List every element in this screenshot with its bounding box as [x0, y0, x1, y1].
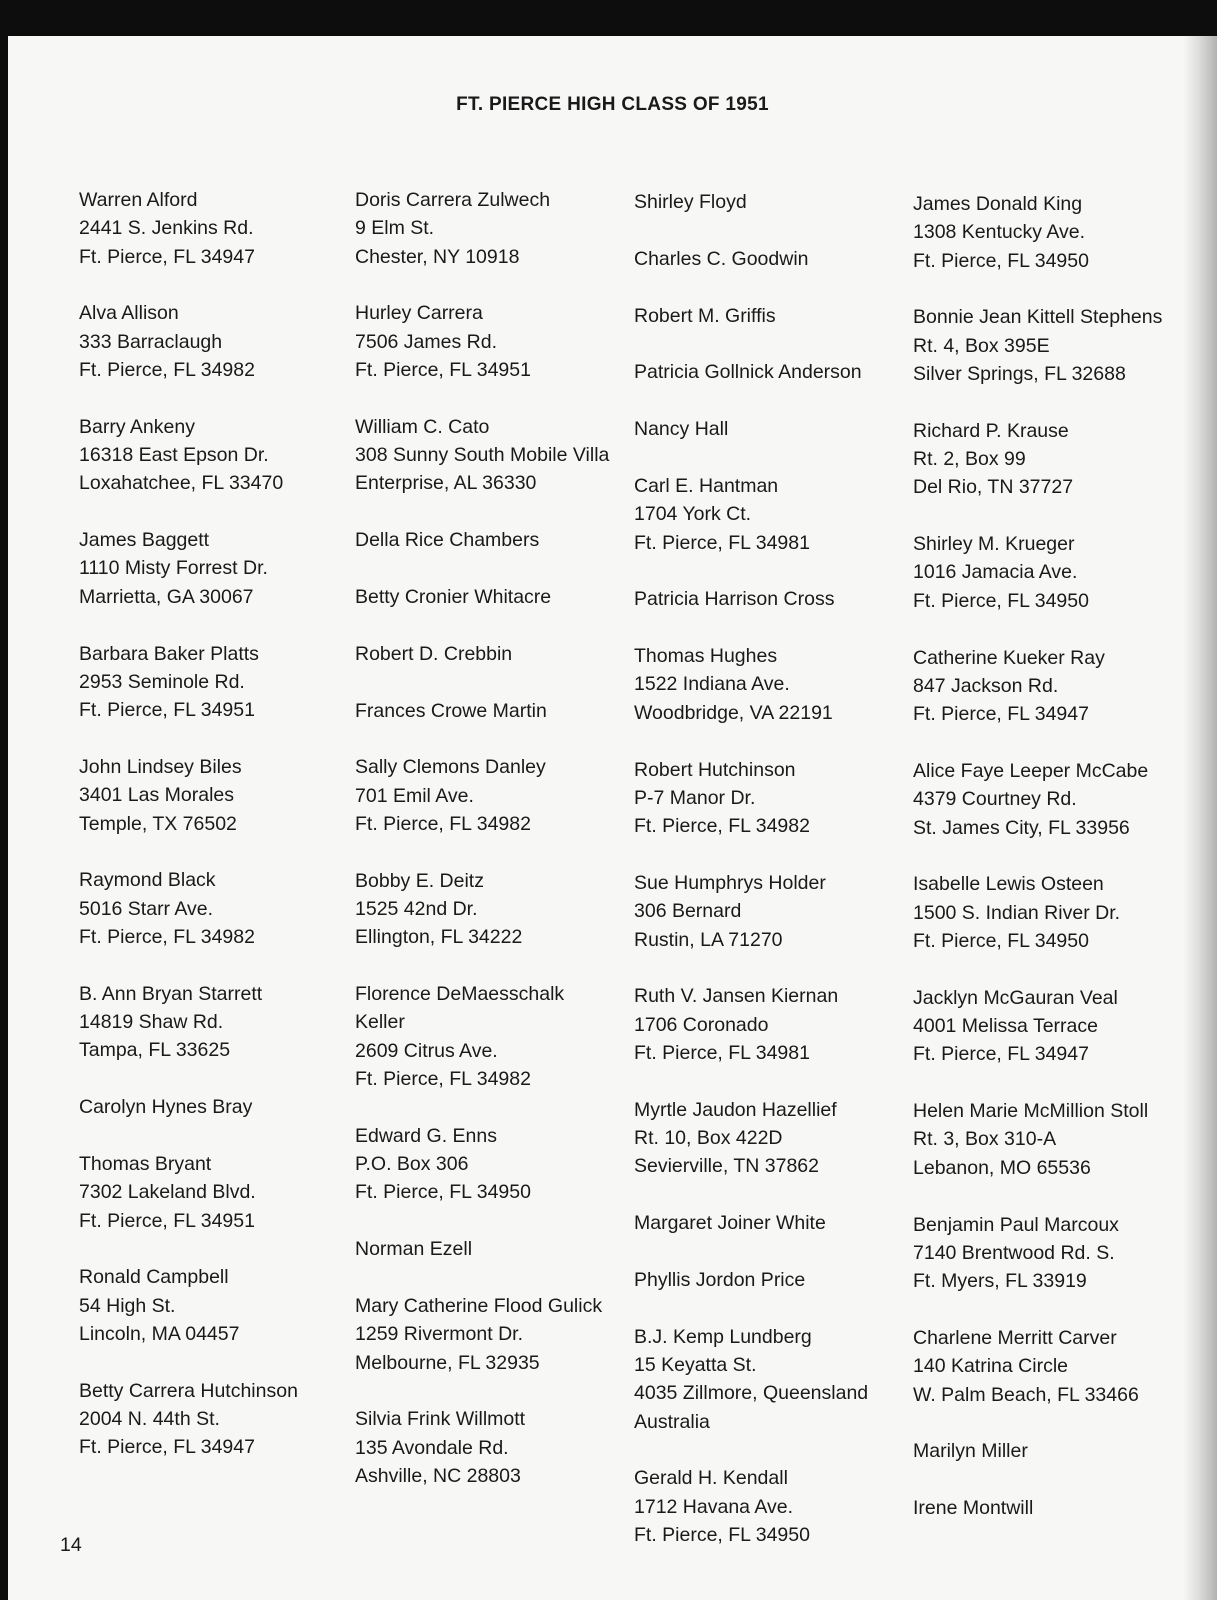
directory-entry: [913, 1097, 1162, 1182]
entry-name: James Donald King: [913, 193, 1083, 215]
directory-entry: [355, 867, 609, 952]
entry-address-line: P-7 Manor Dr.: [634, 786, 756, 809]
entry-address-line: 4001 Melissa Terrace: [913, 1015, 1098, 1038]
entry-name: Frances Crowe Martin: [355, 699, 547, 722]
entry-address-line: Chester, NY 10918: [355, 245, 520, 268]
directory-entry: [634, 642, 868, 727]
directory-entry: [634, 415, 868, 443]
entry-name: Doris Carrera Zulwech: [355, 189, 551, 211]
entry-address-line: 7506 James Rd.: [355, 330, 497, 353]
entry-address-line: Ft. Pierce, FL 34982: [355, 1068, 531, 1091]
entry-address-line: 1525 42nd Dr.: [355, 898, 478, 921]
entry-name: Shirley M. Krueger: [913, 533, 1075, 556]
entry-name: Norman Ezell: [355, 1238, 473, 1261]
directory-entry: [79, 866, 298, 951]
directory-entry: [634, 188, 868, 216]
directory-entry: [355, 1292, 609, 1377]
directory-entry: [79, 413, 298, 498]
directory-entry: [913, 1324, 1162, 1409]
entry-name: Myrtle Jaudon Hazellief: [634, 1098, 837, 1121]
entry-name: Carl E. Hantman: [634, 474, 779, 497]
entry-address-line: Ft. Pierce, FL 34950: [355, 1181, 531, 1204]
entry-name: Isabelle Lewis Osteen: [913, 873, 1104, 896]
entry-address-line: 1308 Kentucky Ave.: [913, 221, 1086, 244]
entry-name: Sue Humphrys Holder: [634, 871, 826, 894]
directory-entry: [634, 585, 868, 613]
directory-entry: [634, 982, 868, 1067]
entry-address-line: Rt. 10, Box 422D: [634, 1127, 783, 1150]
directory-entry: [79, 753, 298, 838]
entry-address-line: 1110 Misty Forrest Dr.: [79, 557, 268, 580]
entry-name: Richard P. Krause: [913, 419, 1069, 442]
directory-entry: [634, 358, 868, 386]
entry-address-line: Ft. Pierce, FL 34982: [355, 812, 531, 835]
entry-address-line: Ft. Pierce, FL 34950: [913, 249, 1089, 272]
entry-address-line: Rt. 2, Box 99: [913, 448, 1026, 471]
directory-entry: [634, 1096, 868, 1181]
entry-name: B. Ann Bryan Starrett: [79, 982, 263, 1005]
entry-name: Jacklyn McGauran Veal: [913, 986, 1118, 1009]
directory-entry: [355, 1122, 609, 1207]
entry-address-line: 1259 Rivermont Dr.: [355, 1323, 523, 1346]
entry-address-line: Rt. 3, Box 310-A: [913, 1128, 1057, 1151]
entry-address-line: 135 Avondale Rd.: [355, 1436, 509, 1459]
entry-name: Florence DeMaesschalk: [355, 983, 565, 1006]
entry-address-line: 4379 Courtney Rd.: [913, 788, 1077, 811]
entry-address-line: 333 Barraclaugh: [79, 330, 223, 353]
directory-column-4: [913, 190, 1162, 1551]
entry-address-line: W. Palm Beach, FL 33466: [913, 1383, 1139, 1406]
entry-address-line: 14819 Shaw Rd.: [79, 1011, 224, 1034]
directory-entry: [355, 1405, 609, 1490]
entry-address-line: Ft. Pierce, FL 34950: [913, 929, 1089, 952]
entry-address-line: Del Rio, TN 37727: [913, 476, 1074, 499]
directory-entry: [355, 753, 609, 838]
entry-address-line: 1704 York Ct.: [634, 503, 752, 526]
entry-address-line: 2441 S. Jenkins Rd.: [79, 217, 254, 240]
entry-name: Alva Allison: [79, 302, 179, 325]
entry-address-line: Loxahatchee, FL 33470: [79, 472, 284, 495]
directory-entry: [79, 640, 298, 725]
directory-entry: [913, 644, 1162, 729]
entry-address-line: Ft. Pierce, FL 34951: [79, 699, 255, 722]
directory-entry: [355, 583, 609, 611]
directory-entry: [355, 299, 609, 384]
entry-address-line: Ft. Pierce, FL 34950: [634, 1524, 810, 1546]
directory-entry: [634, 756, 868, 841]
directory-column-2: [355, 186, 609, 1519]
directory-entry: [355, 1235, 609, 1263]
entry-address-line: Ft. Pierce, FL 34947: [79, 245, 255, 268]
directory-entry: [79, 980, 298, 1065]
document-page: [8, 36, 1217, 1600]
entry-name: Margaret Joiner White: [634, 1212, 826, 1235]
entry-address-line: Ft. Pierce, FL 34947: [79, 1436, 255, 1459]
directory-entry: [634, 1323, 868, 1436]
entry-name: Shirley Floyd: [634, 191, 747, 213]
directory-entry: [913, 1211, 1162, 1296]
entry-address-line: Lincoln, MA 04457: [79, 1322, 240, 1345]
entry-address-line: P.O. Box 306: [355, 1153, 469, 1176]
entry-address-line: Rustin, LA 71270: [634, 928, 783, 951]
entry-address-line: Ft. Pierce, FL 34982: [79, 358, 255, 381]
directory-column-1: [79, 186, 298, 1490]
directory-entry: [913, 1494, 1162, 1522]
entry-address-line: 1522 Indiana Ave.: [634, 673, 790, 696]
directory-entry: [634, 245, 868, 273]
entry-address-line: 1500 S. Indian River Dr.: [913, 901, 1121, 924]
entry-address-line: 2004 N. 44th St.: [79, 1408, 220, 1430]
entry-address-line: 3401 Las Morales: [79, 784, 235, 807]
directory-entry: [634, 1266, 868, 1294]
entry-name: Carolyn Hynes Bray: [79, 1096, 253, 1119]
entry-address-line: 9 Elm St.: [355, 217, 435, 240]
entry-name: Patricia Gollnick Anderson: [634, 361, 862, 384]
directory-entry: [79, 1263, 298, 1348]
entry-address-line: 306 Bernard: [634, 900, 742, 923]
directory-entry: [79, 299, 298, 384]
directory-entry: [913, 757, 1162, 842]
entry-name: Charles C. Goodwin: [634, 247, 809, 270]
entry-name: Gerald H. Kendall: [634, 1467, 788, 1490]
page-edge-shadow: [1183, 36, 1217, 1600]
directory-entry: [913, 984, 1162, 1069]
entry-name: Bobby E. Deitz: [355, 869, 484, 892]
entry-name: Betty Carrera Hutchinson: [79, 1379, 298, 1402]
directory-entry: [634, 869, 868, 954]
entry-address-line: Enterprise, AL 36330: [355, 472, 537, 495]
directory-entry: [634, 1464, 868, 1549]
entry-address-line: Marrietta, GA 30067: [79, 585, 254, 608]
directory-entry: [79, 1093, 298, 1121]
directory-entry: [79, 186, 298, 271]
entry-name: Betty Cronier Whitacre: [355, 585, 552, 608]
entry-address-line: 5016 Starr Ave.: [79, 897, 214, 920]
directory-entry: [634, 1209, 868, 1237]
directory-entry: [79, 526, 298, 611]
entry-name: Barbara Baker Platts: [79, 642, 259, 665]
entry-address-line: 16318 East Epson Dr.: [79, 444, 269, 467]
directory-entry: [913, 303, 1162, 388]
entry-name: Phyllis Jordon Price: [634, 1268, 806, 1291]
entry-address-line: Sevierville, TN 37862: [634, 1155, 819, 1178]
entry-address-line: Rt. 4, Box 395E: [913, 334, 1050, 357]
directory-entry: [913, 417, 1162, 502]
entry-name: Robert D. Crebbin: [355, 642, 513, 665]
entry-address-line: 140 Katrina Circle: [913, 1355, 1068, 1378]
entry-name: Charlene Merritt Carver: [913, 1326, 1117, 1349]
directory-entry: [913, 190, 1162, 275]
entry-address-line: 7302 Lakeland Blvd.: [79, 1181, 256, 1204]
entry-address-line: 308 Sunny South Mobile Villa: [355, 444, 610, 467]
entry-address-line: Australia: [634, 1410, 710, 1433]
directory-entry: [913, 870, 1162, 955]
entry-name: Thomas Hughes: [634, 645, 778, 668]
entry-address-line: Ft. Pierce, FL 34951: [79, 1209, 255, 1232]
entry-address-line: 1712 Havana Ave.: [634, 1495, 794, 1518]
entry-address-line: 2609 Citrus Ave.: [355, 1039, 498, 1062]
entry-address-line: Temple, TX 76502: [79, 812, 237, 835]
entry-name: John Lindsey Biles: [79, 755, 242, 778]
entry-address-line: 1706 Coronado: [634, 1013, 769, 1036]
entry-address-line: 847 Jackson Rd.: [913, 674, 1059, 697]
entry-name: Silvia Frink Willmott: [355, 1408, 526, 1431]
entry-name: Benjamin Paul Marcoux: [913, 1213, 1119, 1236]
directory-column-3: [634, 188, 868, 1578]
entry-address-line: Woodbridge, VA 22191: [634, 701, 833, 724]
directory-entry: [634, 302, 868, 330]
directory-entry: [913, 530, 1162, 615]
entry-address-line: 701 Emil Ave.: [355, 784, 474, 807]
entry-name: Alice Faye Leeper McCabe: [913, 759, 1149, 782]
entry-name: Warren Alford: [79, 189, 198, 211]
entry-address-line: St. James City, FL 33956: [913, 816, 1130, 839]
entry-address-line: Lebanon, MO 65536: [913, 1156, 1091, 1179]
entry-address-line: Ft. Pierce, FL 34981: [634, 1041, 810, 1064]
entry-name: Bonnie Jean Kittell Stephens: [913, 306, 1163, 329]
entry-name: Robert M. Griffis: [634, 304, 776, 327]
entry-address-line: Tampa, FL 33625: [79, 1039, 231, 1062]
entry-address-line: Ft. Pierce, FL 34981: [634, 531, 810, 554]
entry-address-line: Ft. Pierce, FL 34947: [913, 1043, 1089, 1066]
entry-address-line: Ft. Pierce, FL 34950: [913, 589, 1089, 612]
entry-name: Marilyn Miller: [913, 1440, 1028, 1463]
entry-address-line: 1016 Jamacia Ave.: [913, 561, 1078, 584]
entry-name: James Baggett: [79, 529, 210, 552]
entry-address-line: 4035 Zillmore, Queensland: [634, 1382, 869, 1405]
entry-address-line: 54 High St.: [79, 1294, 176, 1317]
entry-name: Mary Catherine Flood Gulick: [355, 1295, 603, 1318]
entry-name: Patricia Harrison Cross: [634, 588, 835, 611]
entry-name: Barry Ankeny: [79, 415, 195, 438]
entry-name: Helen Marie McMillion Stoll: [913, 1100, 1149, 1123]
entry-name: William C. Cato: [355, 415, 490, 438]
directory-entry: [79, 1150, 298, 1235]
entry-name: Ruth V. Jansen Kiernan: [634, 985, 839, 1008]
directory-entry: [913, 1437, 1162, 1465]
directory-entry: [355, 413, 609, 498]
entry-name: Catherine Kueker Ray: [913, 646, 1105, 669]
entry-name: Edward G. Enns: [355, 1124, 497, 1147]
entry-address-line: Ft. Pierce, FL 34951: [355, 358, 531, 381]
directory-entry: [355, 640, 609, 668]
directory-entry: [355, 697, 609, 725]
entry-name: Della Rice Chambers: [355, 529, 540, 552]
directory-entry: [79, 1377, 298, 1462]
entry-name: B.J. Kemp Lundberg: [634, 1325, 812, 1348]
entry-address-line: Ashville, NC 28803: [355, 1465, 521, 1487]
entry-address-line: Ft. Pierce, FL 34947: [913, 703, 1089, 726]
entry-address-line: 15 Keyatta St.: [634, 1354, 757, 1377]
entry-name: Hurley Carrera: [355, 302, 483, 325]
directory-entry: [355, 526, 609, 554]
entry-name: Irene Montwill: [913, 1497, 1034, 1520]
entry-address-line: 7140 Brentwood Rd. S.: [913, 1241, 1115, 1264]
directory-entry: [634, 472, 868, 557]
directory-entry: [355, 980, 609, 1093]
entry-name: Ronald Campbell: [79, 1266, 229, 1289]
entry-address-line: Ft. Pierce, FL 34982: [79, 925, 255, 948]
entry-name: Sally Clemons Danley: [355, 756, 546, 779]
entry-address-line: Keller: [355, 1011, 405, 1034]
entry-name: Raymond Black: [79, 869, 216, 892]
entry-name: Robert Hutchinson: [634, 758, 796, 781]
directory-entry: [355, 186, 609, 271]
entry-address-line: Ft. Pierce, FL 34982: [634, 815, 810, 838]
entry-address-line: Melbourne, FL 32935: [355, 1351, 540, 1374]
entry-address-line: Ft. Myers, FL 33919: [913, 1270, 1087, 1293]
entry-name: Thomas Bryant: [79, 1152, 212, 1175]
entry-address-line: Ellington, FL 34222: [355, 926, 523, 949]
page-number: 14: [60, 1534, 82, 1556]
page-title: FT. PIERCE HIGH CLASS OF 1951: [456, 94, 769, 115]
entry-address-line: 2953 Seminole Rd.: [79, 670, 245, 693]
entry-name: Nancy Hall: [634, 418, 729, 441]
entry-address-line: Silver Springs, FL 32688: [913, 362, 1126, 385]
